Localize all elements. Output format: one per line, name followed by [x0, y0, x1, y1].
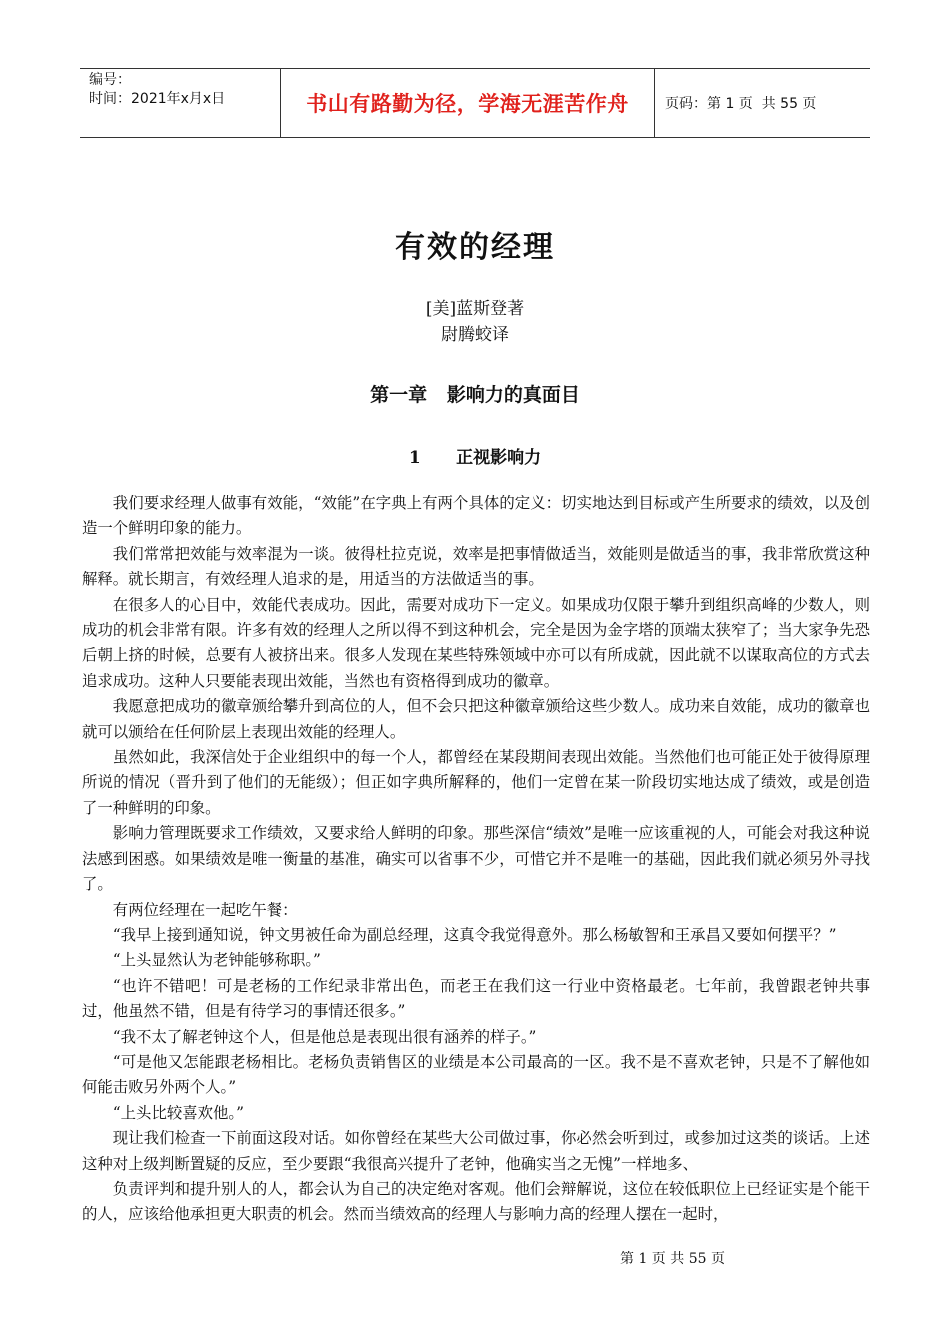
time-label: 时间：2021年x月x日 — [89, 91, 226, 107]
paragraph: 在很多人的心目中，效能代表成功。因此，需要对成功下一定义。如果成功仅限于攀升到组织高峰的少数人，则成功的机会非常有限。许多有效的经理人之所以得不到这种机会，完全是因为金字塔的顶端太狭窄了；当大家争先恐后朝上挤的时候，总要有人被挤出来。很多人发现在某些特殊领域中亦可以有所成就，因此就不以谋取高位的方式去追求成功。这种人只要能表现出效能，当然也有资格得到成功的徽章。 — [82, 595, 870, 690]
translator-line: 尉腾蛟译 — [441, 325, 509, 345]
dialogue-line: “也许不错吧！可是老杨的工作纪录非常出色，而老王在我们这一行业中资格最老。七年前，我曾跟老钟共事过，他虽然不错，但是有待学习的事情还很多。” — [82, 976, 870, 1021]
section-heading — [0, 443, 950, 468]
dialogue-line: “我早上接到通知说，钟文男被任命为副总经理，这真令我觉得意外。那么杨敏智和王承昌又要如何摆平？” — [112, 925, 837, 944]
page-footer: 第 1 页 共 55 页 — [620, 1251, 725, 1267]
page-header — [80, 68, 870, 138]
section-number: 1 — [408, 448, 421, 468]
paragraph: 虽然如此，我深信处于企业组织中的每一个人，都曾经在某段期间表现出效能。当然他们也可能正处于彼得原理所说的情况（晋升到了他们的无能级）；但正如字典所解释的，他们一定曾在某一阶段切实地达成了绩效，或是创造了一种鲜明的印象。 — [82, 748, 870, 817]
paragraph: 有两位经理在一起吃午餐： — [112, 900, 298, 919]
dialogue-line: “上头比较喜欢他。” — [112, 1103, 244, 1122]
paragraph: 现让我们检查一下前面这段对话。如你曾经在某些大公司做过事，你必然会听到过，或参加过这类的谈话。上述这种对上级判断置疑的反应，至少要跟“我很高兴提升了老钟，他确实当之无愧”一样地多、 — [82, 1129, 870, 1173]
paragraph: 影响力管理既要求工作绩效，又要求给人鲜明的印象。那些深信“绩效”是唯一应该重视的人，可能会对我这种说法感到困惑。如果绩效是唯一衡量的基准，确实可以省事不少，可惜它并不是唯一的基础，因此我们就必须另外寻找了。 — [82, 824, 870, 894]
motto-text: 书山有路勤为径，学海无涯苦作舟 — [306, 92, 629, 116]
dialogue-line: “我不太了解老钟这个人，但是他总是表现出很有涵养的样子。” — [112, 1027, 537, 1046]
header-motto-cell — [281, 69, 655, 137]
dialogue-line: “可是他又怎能跟老杨相比。老杨负责销售区的业绩是本公司最高的一区。我不是不喜欢老钟，只是不了解他如何能击败另外两个人。” — [82, 1052, 870, 1097]
document-title: 有效的经理 — [395, 230, 555, 265]
author-line: [美]蓝斯登著 — [425, 299, 525, 319]
paragraph: 我们常常把效能与效率混为一谈。彼得杜拉克说，效率是把事情做适当，效能则是做适当的事，我非常欣赏这种解释。就长期言，有效经理人追求的是，用适当的方法做适当的事。 — [82, 544, 870, 589]
paragraph: 我愿意把成功的徽章颁给攀升到高位的人，但不会只把这种徽章颁给这些少数人。成功来自效能，成功的徽章也就可以颁给在任何阶层上表现出效能的经理人。 — [82, 697, 870, 741]
number-label: 编号： — [89, 72, 131, 88]
dialogue-line: “上头显然认为老钟能够称职。” — [112, 951, 321, 970]
paragraph: 我们要求经理人做事有效能，“效能”在字典上有两个具体的定义：切实地达到目标或产生所要求的绩效，以及创造一个鲜明印象的能力。 — [82, 494, 870, 538]
chapter-title: 第一章 影响力的真面目 — [370, 384, 580, 406]
header-meta-cell — [80, 69, 281, 137]
body-text — [82, 491, 870, 1228]
page-info: 页码：第 1 页 共 55 页 — [665, 96, 817, 112]
paragraph: 负责评判和提升别人的人，都会认为自己的决定绝对客观。他们会辩解说，这位在较低职位上已经证实是个能干的人，应该给他承担更大职责的机会。然而当绩效高的经理人与影响力高的经理人摆在一起时， — [82, 1179, 870, 1224]
header-page-cell — [655, 69, 870, 137]
section-title: 正视影响力 — [456, 448, 542, 468]
